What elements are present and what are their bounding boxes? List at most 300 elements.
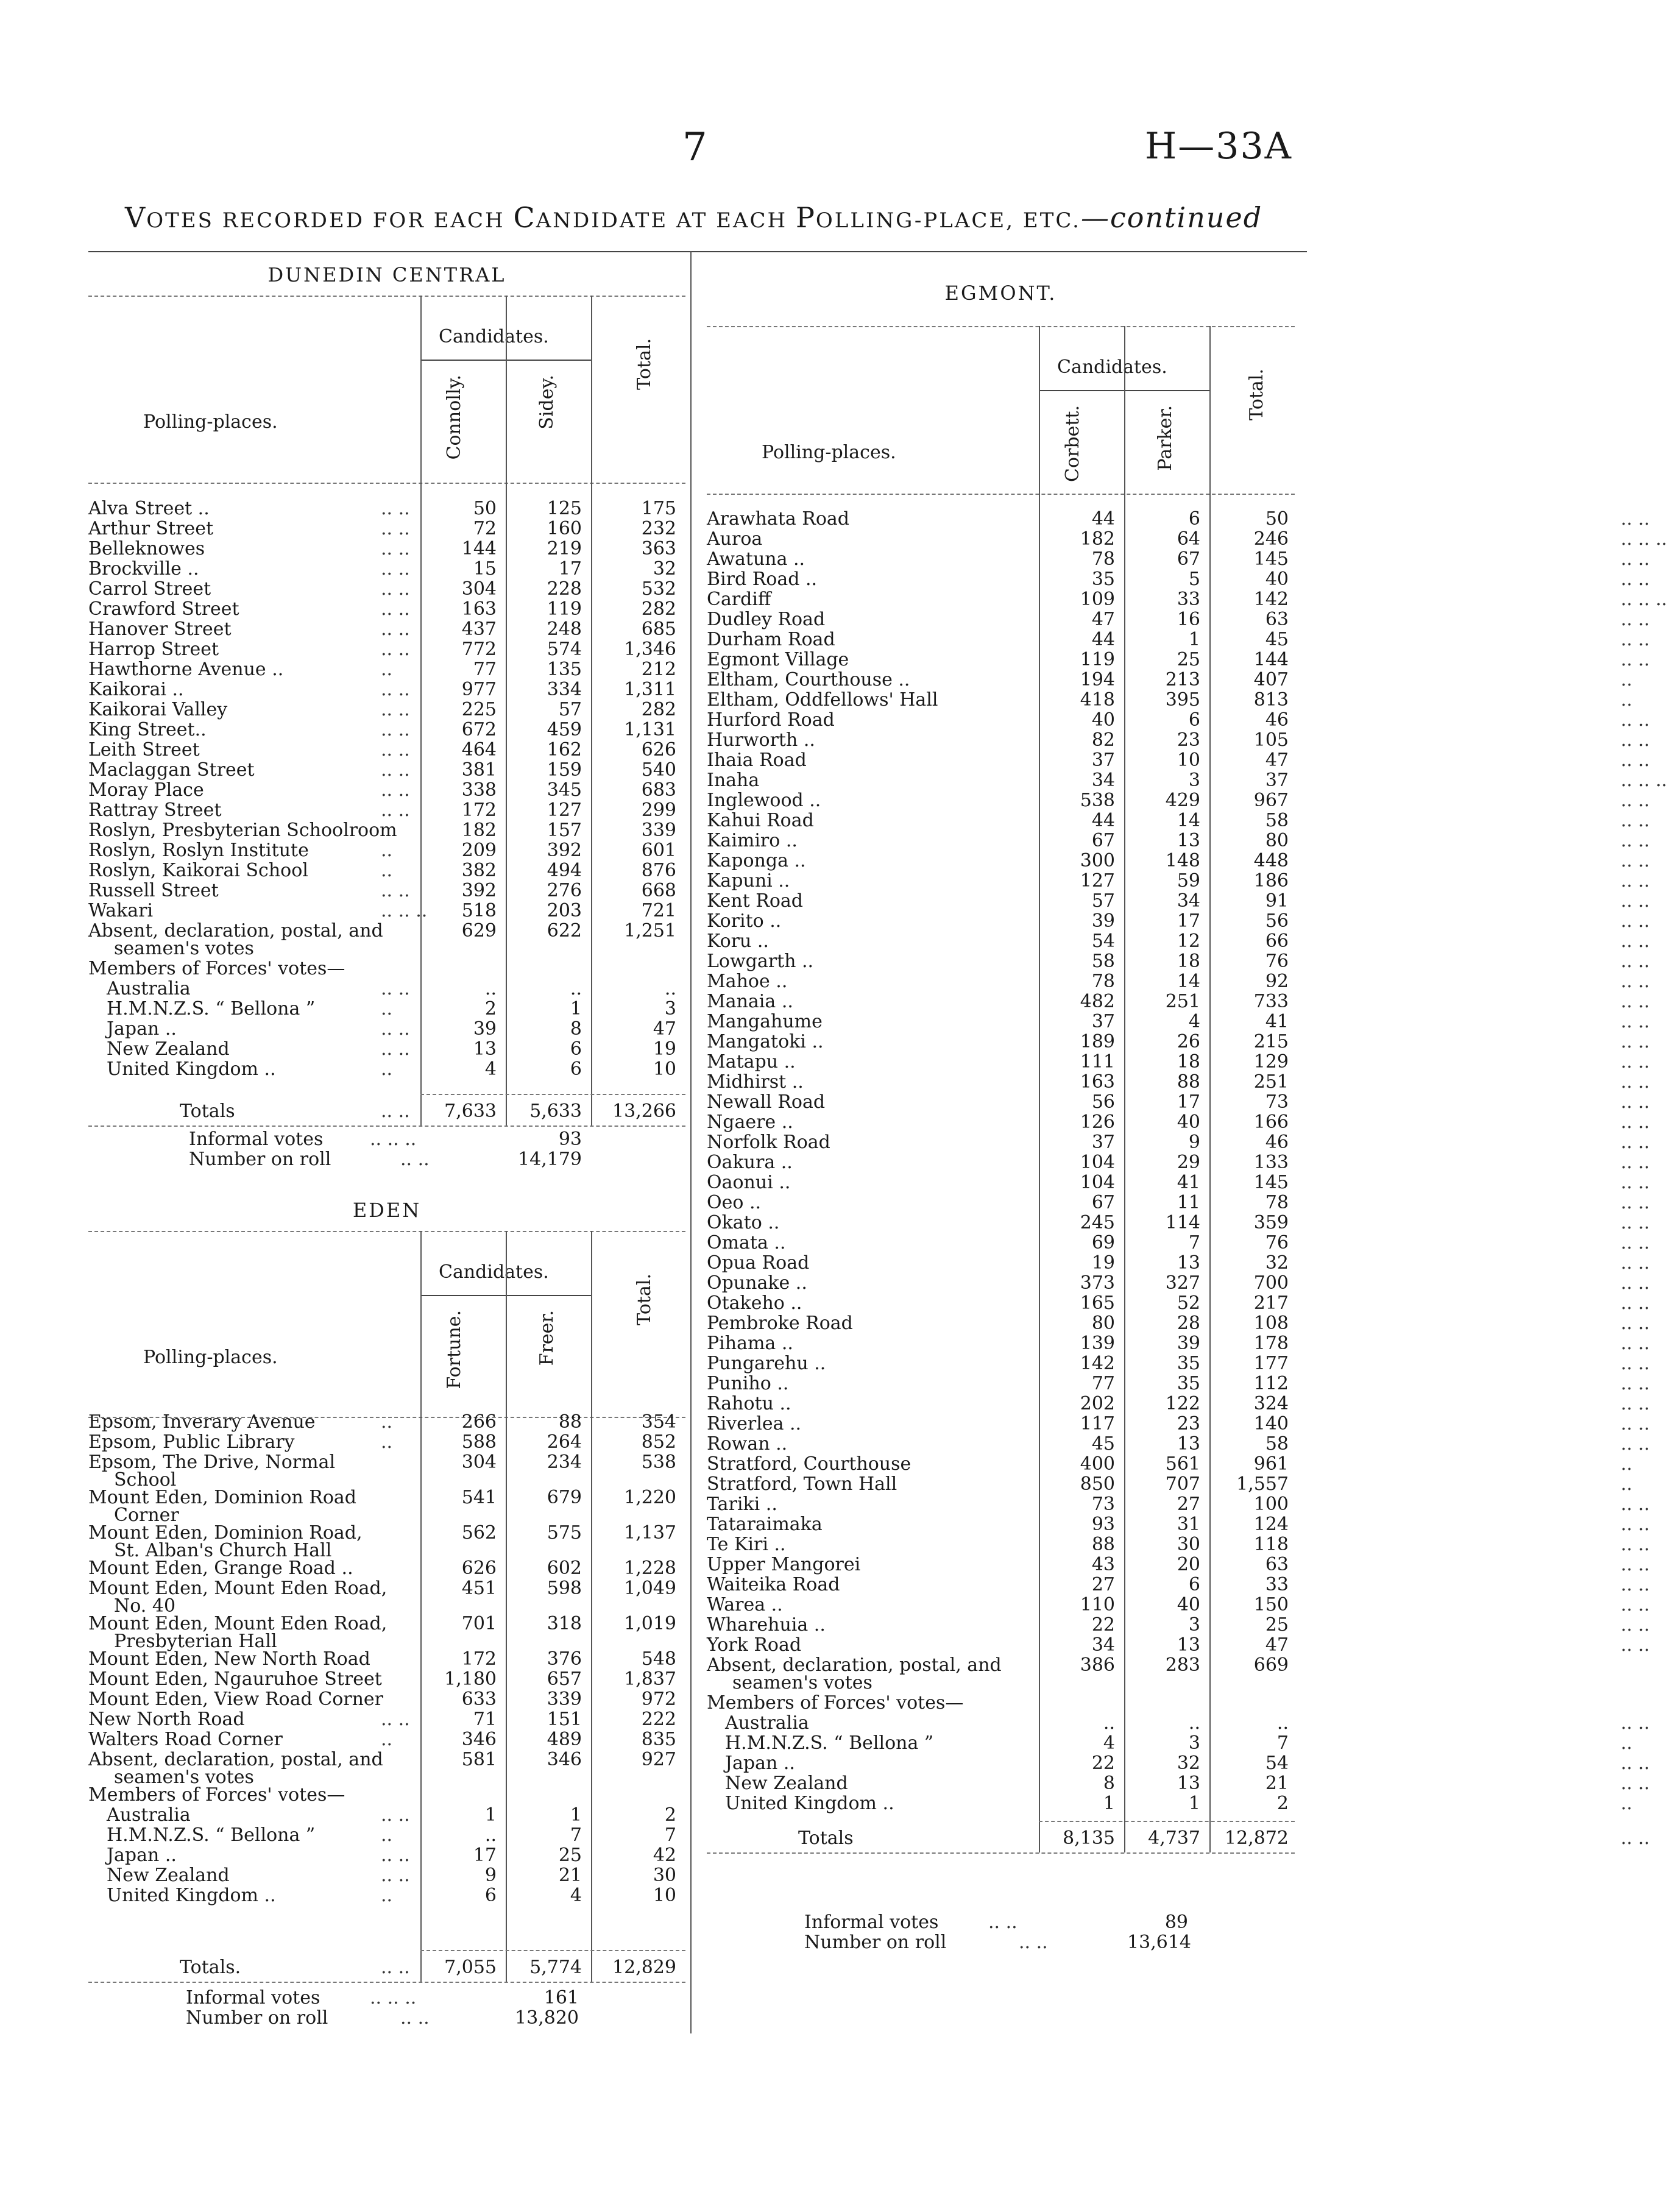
egmont-row-name: Ihaia Road (707, 750, 807, 771)
egmont-row-leader: .. .. (1621, 910, 1650, 932)
egmont-forces-candidate-2: 3 (1188, 1732, 1200, 1754)
eden-row-total: 548 (641, 1648, 676, 1670)
dunedin_central-roll-label: Number on roll (189, 1149, 331, 1170)
egmont-row-name: Arawhata Road (707, 508, 849, 530)
egmont-row (707, 1132, 1650, 1153)
egmont-row-total: 58 (1265, 1433, 1289, 1455)
dunedin_central-row-leader: .. (381, 840, 393, 861)
egmont-row-leader: .. .. (1621, 1051, 1650, 1072)
dunedin_central-row-name: Wakari (88, 900, 154, 921)
egmont-row-leader: .. .. (1621, 629, 1650, 650)
egmont-row-name: Awatuna .. (707, 548, 805, 570)
egmont-row-name: Durham Road (707, 629, 835, 650)
egmont-row-total: 56 (1265, 910, 1289, 932)
eden-row-name: Mount Eden, Mount Eden Road, (88, 1613, 388, 1634)
eden-row-total: 1,220 (624, 1487, 676, 1508)
egmont-roll-leader: .. .. (1019, 1932, 1048, 1953)
dunedin_central-row-total: 1,346 (624, 639, 676, 660)
dunedin_central-row-total: 601 (641, 840, 676, 861)
eden-candidate-2: Freer. (536, 1310, 557, 1366)
egmont-row-total: 142 (1253, 589, 1289, 610)
egmont-row-name: Eltham, Courthouse .. (707, 669, 910, 690)
dunedin_central-roll-value: 14,179 (518, 1149, 582, 1170)
egmont-row-leader: .. (1621, 1453, 1633, 1475)
egmont-row-total: 124 (1253, 1514, 1289, 1535)
eden-forces-leader: .. .. (381, 1845, 410, 1866)
egmont-row-candidate-2: 3 (1188, 1614, 1200, 1636)
egmont-forces-candidate-1: 22 (1091, 1753, 1115, 1774)
eden-row-candidate-1: 266 (461, 1411, 497, 1433)
dunedin_central-row-name: Harrop Street (88, 639, 219, 660)
page-number: 7 (682, 125, 707, 170)
egmont-forces-leader: .. .. (1621, 1712, 1650, 1734)
egmont-row-leader: .. .. (1621, 1433, 1650, 1455)
egmont-row-name: Mangahume (707, 1011, 823, 1032)
egmont-row-total: 733 (1253, 991, 1289, 1012)
egmont-row-candidate-2: 6 (1188, 1574, 1200, 1595)
egmont-row-candidate-1: 78 (1091, 971, 1115, 992)
dunedin_central-polling-header: Polling-places. (143, 411, 278, 433)
dunedin_central-row-candidate-2: 494 (547, 860, 582, 881)
egmont-row-candidate-1: 119 (1080, 649, 1115, 670)
egmont-totals-top-rule (1039, 1821, 1295, 1822)
egmont-row-candidate-2: 561 (1165, 1453, 1200, 1475)
egmont-row-total: 76 (1265, 951, 1289, 972)
dunedin_central-row-leader: .. .. (381, 518, 410, 539)
egmont-row-leader: .. .. (1621, 870, 1650, 892)
egmont-row-name: Te Kiri .. (707, 1534, 786, 1555)
eden-forces-leader: .. .. (381, 1804, 410, 1826)
dunedin_central-candidate-2: Sidey. (536, 375, 557, 430)
egmont-forces-candidate-2: 13 (1177, 1773, 1200, 1794)
egmont-row-candidate-1: 19 (1091, 1252, 1115, 1274)
egmont-row-candidate-1: 58 (1091, 951, 1115, 972)
dunedin_central-row-name: Crawford Street (88, 598, 239, 620)
egmont-row-candidate-2: 7 (1188, 1232, 1200, 1253)
egmont-row-candidate-1: 27 (1091, 1574, 1115, 1595)
egmont-row-name: Pungarehu .. (707, 1353, 826, 1374)
dunedin_central-forces-name: H.M.N.Z.S. “ Bellona ” (107, 998, 316, 1019)
egmont-forces-candidate-2: 1 (1188, 1793, 1200, 1814)
egmont-row (707, 830, 1650, 851)
eden-totals-candidate-1: 7,055 (444, 1957, 497, 1978)
dunedin_central-forces-total: 10 (653, 1058, 676, 1080)
egmont-row-name: York Road (707, 1634, 802, 1656)
egmont-row-total: 92 (1265, 971, 1289, 992)
egmont-row-candidate-1: 110 (1080, 1594, 1115, 1615)
egmont-row-leader: .. .. (1621, 1252, 1650, 1274)
eden-row-leader: .. (381, 1431, 393, 1453)
dunedin_central-row-candidate-2: 127 (547, 799, 582, 821)
dunedin_central-row-total: 232 (641, 518, 676, 539)
egmont-row-candidate-2: 18 (1177, 951, 1200, 972)
egmont-row-total: 58 (1265, 810, 1289, 831)
dunedin_central-row-candidate-1: 381 (461, 759, 497, 781)
egmont-row-leader: .. .. .. (1621, 589, 1667, 610)
egmont-row-name: Tariki .. (707, 1494, 777, 1515)
eden-row-continuation: St. Alban's Church Hall (114, 1540, 332, 1561)
dunedin_central-row-candidate-2: 345 (547, 779, 582, 801)
egmont-row-leader: .. .. (1621, 1272, 1650, 1294)
dunedin_central-row-candidate-1: 304 (461, 578, 497, 600)
egmont-row-candidate-1: 69 (1091, 1232, 1115, 1253)
eden-forces-name: Australia (107, 1804, 191, 1826)
egmont-row-candidate-2: 18 (1177, 1051, 1200, 1072)
egmont-row-candidate-2: 1 (1188, 629, 1200, 650)
egmont-row-candidate-2: 16 (1177, 609, 1200, 630)
dunedin_central-absent-continuation: seamen's votes (114, 938, 254, 959)
egmont-row-candidate-2: 20 (1177, 1554, 1200, 1575)
egmont-row-candidate-2: 30 (1177, 1534, 1200, 1555)
egmont-row-leader: .. .. (1621, 1594, 1650, 1615)
egmont-row-candidate-2: 12 (1177, 931, 1200, 952)
egmont-row-name: Hurford Road (707, 709, 835, 731)
eden-row-candidate-2: 679 (547, 1487, 582, 1508)
egmont-row-candidate-1: 482 (1080, 991, 1115, 1012)
dunedin_central-row-leader: .. .. (381, 639, 410, 660)
eden-forces-total: 30 (653, 1865, 676, 1886)
dunedin_central-forces-candidate-2: 8 (570, 1018, 582, 1040)
egmont-row-total: 108 (1253, 1313, 1289, 1334)
egmont-row-leader: .. .. (1621, 1172, 1650, 1193)
egmont-row-candidate-1: 850 (1080, 1473, 1115, 1495)
egmont-row (707, 1172, 1650, 1193)
eden-row-name: Mount Eden, Ngauruhoe Street (88, 1668, 382, 1690)
egmont-row-candidate-1: 104 (1080, 1172, 1115, 1193)
egmont-row (707, 971, 1650, 992)
egmont-row-name: Inglewood .. (707, 790, 821, 811)
egmont-row (707, 1272, 1650, 1294)
egmont-header-top-rule (707, 326, 1295, 327)
dunedin_central-row-total: 363 (641, 538, 676, 559)
egmont-row (707, 1534, 1650, 1555)
egmont-forces-candidate-1: 1 (1103, 1793, 1115, 1814)
dunedin_central-row-candidate-2: 334 (547, 679, 582, 700)
egmont-row-leader: .. .. (1621, 1313, 1650, 1334)
dunedin_central-row-name: Kaikorai .. (88, 679, 184, 700)
egmont-row-candidate-2: 114 (1165, 1212, 1200, 1233)
dunedin_central-row-candidate-1: 672 (461, 719, 497, 740)
eden-row-candidate-2: 264 (547, 1431, 582, 1453)
eden-row-name: Epsom, The Drive, Normal (88, 1452, 336, 1473)
egmont-row-total: 145 (1253, 548, 1289, 570)
egmont-row (707, 548, 1650, 570)
dunedin_central-row-candidate-2: 574 (547, 639, 582, 660)
egmont-row-candidate-2: 67 (1177, 548, 1200, 570)
dunedin_central-row-total: 282 (641, 699, 676, 720)
eden-row-candidate-1: 541 (461, 1487, 497, 1508)
egmont-candidate-1: Corbett. (1062, 405, 1083, 482)
egmont-row-candidate-2: 5 (1188, 569, 1200, 590)
egmont-row-candidate-1: 44 (1091, 810, 1115, 831)
egmont-row-name: Tataraimaka (707, 1514, 823, 1535)
egmont-row-leader: .. .. (1621, 649, 1650, 670)
egmont-row-leader: .. (1621, 1473, 1633, 1495)
egmont-row (707, 1373, 1650, 1394)
eden-row-candidate-1: 172 (461, 1648, 497, 1670)
egmont-row (707, 1031, 1650, 1052)
egmont-row-candidate-1: 34 (1091, 1634, 1115, 1656)
egmont-row-candidate-1: 37 (1091, 1011, 1115, 1032)
eden-row-candidate-2: 657 (547, 1668, 582, 1690)
egmont-row (707, 569, 1650, 590)
egmont-row-candidate-2: 3 (1188, 770, 1200, 791)
egmont-row-name: Kaimiro .. (707, 830, 798, 851)
eden-row-leader: .. .. (381, 1709, 410, 1730)
egmont-row-name: Mangatoki .. (707, 1031, 824, 1052)
dunedin_central-row-total: 540 (641, 759, 676, 781)
egmont-row-candidate-1: 56 (1091, 1091, 1115, 1113)
egmont-row-candidate-2: 31 (1177, 1514, 1200, 1535)
dunedin_central-row-name: Alva Street .. (88, 498, 210, 519)
egmont-row-name: Rowan .. (707, 1433, 788, 1455)
dunedin_central-row-name: Arthur Street (88, 518, 214, 539)
egmont-row-candidate-2: 41 (1177, 1172, 1200, 1193)
dunedin_central-row-name: Belleknowes (88, 538, 205, 559)
egmont-row-name: Cardiff (707, 589, 771, 610)
egmont-row-total: 76 (1265, 1232, 1289, 1253)
egmont-row-leader: .. .. (1621, 850, 1650, 871)
egmont-row-candidate-2: 4 (1188, 1011, 1200, 1032)
egmont-row-name: Rahotu .. (707, 1393, 791, 1414)
eden-forces-total: 42 (653, 1845, 676, 1866)
egmont-row-candidate-2: 17 (1177, 910, 1200, 932)
egmont-forces-row (707, 1753, 1650, 1774)
dunedin_central-row-total: 721 (641, 900, 676, 921)
eden-row-candidate-2: 234 (547, 1452, 582, 1473)
dunedin_central-row-leader: .. .. (381, 558, 410, 580)
eden-row-candidate-1: 588 (461, 1431, 497, 1453)
egmont-row (707, 589, 1667, 610)
egmont-row-total: 129 (1253, 1051, 1289, 1072)
eden-row-candidate-2: 318 (547, 1613, 582, 1634)
egmont-row-leader: .. .. (1621, 1614, 1650, 1636)
egmont-row (707, 689, 1633, 711)
eden-row-candidate-1: 451 (461, 1578, 497, 1599)
dunedin_central-row-candidate-2: 459 (547, 719, 582, 740)
egmont-row (707, 1494, 1650, 1515)
eden-candidate-1: Fortune. (444, 1310, 465, 1389)
dunedin_central-forces-candidate-1: 4 (484, 1058, 497, 1080)
dunedin_central-forces-candidate-1: 2 (484, 998, 497, 1019)
eden-row-total: 1,837 (624, 1668, 676, 1690)
egmont-row-name: Riverlea .. (707, 1413, 802, 1434)
egmont-row-candidate-1: 418 (1080, 689, 1115, 711)
egmont-row (707, 729, 1650, 751)
egmont-row-candidate-2: 26 (1177, 1031, 1200, 1052)
egmont-row (707, 1574, 1650, 1595)
egmont-row-name: Pihama .. (707, 1333, 793, 1354)
eden-forces-name: United Kingdom .. (107, 1885, 276, 1906)
dunedin_central-informal-label: Informal votes (189, 1129, 324, 1150)
egmont-row-candidate-1: 39 (1091, 910, 1115, 932)
egmont-forces-candidate-2: 32 (1177, 1753, 1200, 1774)
egmont-row-total: 40 (1265, 569, 1289, 590)
egmont-row-leader: .. .. (1621, 810, 1650, 831)
egmont-row-candidate-1: 126 (1080, 1111, 1115, 1133)
egmont-row-total: 100 (1253, 1494, 1289, 1515)
eden-row-candidate-2: 602 (547, 1558, 582, 1579)
dunedin_central-row-candidate-2: 162 (547, 739, 582, 760)
dunedin_central-row-name: Hawthorne Avenue .. (88, 659, 284, 680)
egmont-row-candidate-2: 13 (1177, 830, 1200, 851)
egmont-row-candidate-1: 300 (1080, 850, 1115, 871)
egmont-row (707, 790, 1650, 811)
egmont-row-candidate-2: 707 (1165, 1473, 1200, 1495)
egmont-row-candidate-1: 104 (1080, 1152, 1115, 1173)
egmont-row-candidate-1: 538 (1080, 790, 1115, 811)
egmont-row-candidate-1: 163 (1080, 1071, 1115, 1093)
egmont-row-name: Pembroke Road (707, 1313, 853, 1334)
dunedin_central-row-candidate-1: 629 (461, 920, 497, 941)
egmont-forces-leader: .. (1621, 1793, 1633, 1814)
dunedin_central-row-candidate-1: 50 (473, 498, 497, 519)
egmont-row-leader: .. .. (1621, 1152, 1650, 1173)
egmont-row-candidate-1: 165 (1080, 1292, 1115, 1314)
eden-row-total: 835 (641, 1729, 676, 1750)
dunedin_central-row-candidate-2: 248 (547, 619, 582, 640)
dunedin_central-row-leader: .. .. (381, 538, 410, 559)
eden-row-candidate-2: 151 (547, 1709, 582, 1730)
egmont-row (707, 1011, 1650, 1032)
egmont-row-total: 32 (1265, 1252, 1289, 1274)
dunedin_central-row-leader: .. .. (381, 699, 410, 720)
egmont-polling-header: Polling-places. (762, 442, 896, 463)
egmont-forces-leader: .. .. (1621, 1753, 1650, 1774)
egmont-forces-candidate-1: .. (1103, 1712, 1115, 1734)
egmont-row-name: Warea .. (707, 1594, 783, 1615)
egmont-row-leader: .. .. (1621, 1534, 1650, 1555)
egmont-row-name: Kent Road (707, 890, 804, 912)
egmont-row-name: Manaia .. (707, 991, 793, 1012)
egmont-row-total: 145 (1253, 1172, 1289, 1193)
eden-row-continuation: Presbyterian Hall (114, 1631, 277, 1652)
egmont-forces-candidate-2: .. (1188, 1712, 1200, 1734)
eden-row-total: 1,137 (624, 1522, 676, 1544)
egmont-row-candidate-2: 9 (1188, 1132, 1200, 1153)
eden-row-total: 1,228 (624, 1558, 676, 1579)
dunedin_central-row-candidate-1: 382 (461, 860, 497, 881)
eden-forces-name: Japan .. (107, 1845, 177, 1866)
egmont-row-candidate-2: 148 (1165, 850, 1200, 871)
eden-forces-candidate-2: 1 (570, 1804, 582, 1826)
dunedin_central-forces-leader: .. (381, 1058, 393, 1080)
egmont-forces-row (707, 1773, 1650, 1794)
eden-row-name: Mount Eden, Dominion Road (88, 1487, 356, 1508)
egmont-row-name: Oakura .. (707, 1152, 793, 1173)
egmont-forces-label: Members of Forces' votes— (707, 1692, 964, 1714)
egmont-row-leader: .. (1621, 669, 1633, 690)
egmont-row-candidate-1: 73 (1091, 1494, 1115, 1515)
egmont-row (707, 1111, 1650, 1133)
egmont-row (707, 1353, 1650, 1374)
egmont-row-candidate-1: 142 (1080, 1353, 1115, 1374)
eden-row-name: Walters Road Corner (88, 1729, 283, 1750)
dunedin_central-row-leader: .. (381, 659, 393, 680)
egmont-row-candidate-2: 34 (1177, 890, 1200, 912)
document-reference: H—33A (1144, 125, 1292, 168)
egmont-row-candidate-2: 35 (1177, 1353, 1200, 1374)
dunedin_central-row-candidate-1: 464 (461, 739, 497, 760)
egmont-row-leader: .. .. (1621, 750, 1650, 771)
egmont-row-candidate-1: 47 (1091, 609, 1115, 630)
egmont-row-leader: .. .. (1621, 1373, 1650, 1394)
egmont-total-header: Total. (1246, 369, 1267, 420)
egmont-row-candidate-1: 111 (1080, 1051, 1115, 1072)
dunedin_central-row-leader: .. .. (381, 598, 410, 620)
eden-forces-candidate-2: 7 (570, 1824, 582, 1846)
eden-row-continuation: Corner (114, 1505, 179, 1526)
egmont-row-candidate-2: 28 (1177, 1313, 1200, 1334)
dunedin_central-row-candidate-2: 157 (547, 820, 582, 841)
egmont-informal-leader: .. .. (988, 1912, 1018, 1933)
egmont-row-candidate-1: 44 (1091, 508, 1115, 530)
egmont-row-total: 78 (1265, 1192, 1289, 1213)
egmont-row-total: 178 (1253, 1333, 1289, 1354)
dunedin_central-row-leader: .. .. (381, 759, 410, 781)
egmont-totals-row (707, 1827, 1650, 1849)
eden-row-name: New North Road (88, 1709, 245, 1730)
dunedin_central-row-total: 685 (641, 619, 676, 640)
egmont-row-candidate-1: 44 (1091, 629, 1115, 650)
egmont-row-candidate-2: 13 (1177, 1252, 1200, 1274)
egmont-forces-name: New Zealand (725, 1773, 848, 1794)
egmont-row-total: 407 (1253, 669, 1289, 690)
dunedin_central-row-candidate-1: 144 (461, 538, 497, 559)
egmont-row-candidate-2: 17 (1177, 1091, 1200, 1113)
egmont-row-candidate-2: 283 (1165, 1654, 1200, 1676)
dunedin_central-row-leader: .. .. (381, 578, 410, 600)
egmont-row-leader: .. .. (1621, 1393, 1650, 1414)
egmont-informal-value: 89 (1164, 1912, 1188, 1933)
eden-row-candidate-2: 489 (547, 1729, 582, 1750)
dunedin_central-row-candidate-1: 772 (461, 639, 497, 660)
eden-roll-label: Number on roll (186, 2007, 328, 2029)
egmont-informal-label: Informal votes (804, 1912, 939, 1933)
egmont-row-total: 813 (1253, 689, 1289, 711)
egmont-row (707, 649, 1650, 670)
eden-row-candidate-1: 346 (461, 1729, 497, 1750)
egmont-row-candidate-2: 23 (1177, 729, 1200, 751)
dunedin_central-title: DUNEDIN CENTRAL (267, 263, 506, 286)
egmont-row-total: 669 (1253, 1654, 1289, 1676)
heading-part-3: OLLING-PLACE, ETC. (815, 208, 1081, 233)
egmont-row-candidate-2: 13 (1177, 1433, 1200, 1455)
dunedin_central-row-leader: .. .. (381, 779, 410, 801)
egmont-forces-row (707, 1712, 1650, 1734)
dunedin_central-row-name: Roslyn, Kaikorai School (88, 860, 308, 881)
dunedin_central-forces-leader: .. .. (381, 978, 410, 999)
eden-row-candidate-2: 575 (547, 1522, 582, 1544)
egmont-totals-label: Totals (798, 1827, 854, 1849)
dunedin_central-row-total: 212 (641, 659, 676, 680)
eden-forces-total: 10 (653, 1885, 676, 1906)
egmont-row (707, 810, 1650, 831)
dunedin_central-row-total: 175 (641, 498, 676, 519)
egmont-row (707, 528, 1667, 550)
egmont-row-leader: .. .. (1621, 1333, 1650, 1354)
eden-row-candidate-2: 346 (547, 1749, 582, 1770)
egmont-row-candidate-2: 327 (1165, 1272, 1200, 1294)
egmont-row-total: 50 (1265, 508, 1289, 530)
dunedin_central-row-candidate-2: 57 (558, 699, 582, 720)
egmont-row-name: Stratford, Town Hall (707, 1473, 897, 1495)
egmont-row-leader: .. .. (1621, 1634, 1650, 1656)
dunedin_central-row-total: 683 (641, 779, 676, 801)
egmont-row-leader: .. .. (1621, 1071, 1650, 1093)
egmont-row-total: 105 (1253, 729, 1289, 751)
egmont-row-name: Puniho .. (707, 1373, 789, 1394)
